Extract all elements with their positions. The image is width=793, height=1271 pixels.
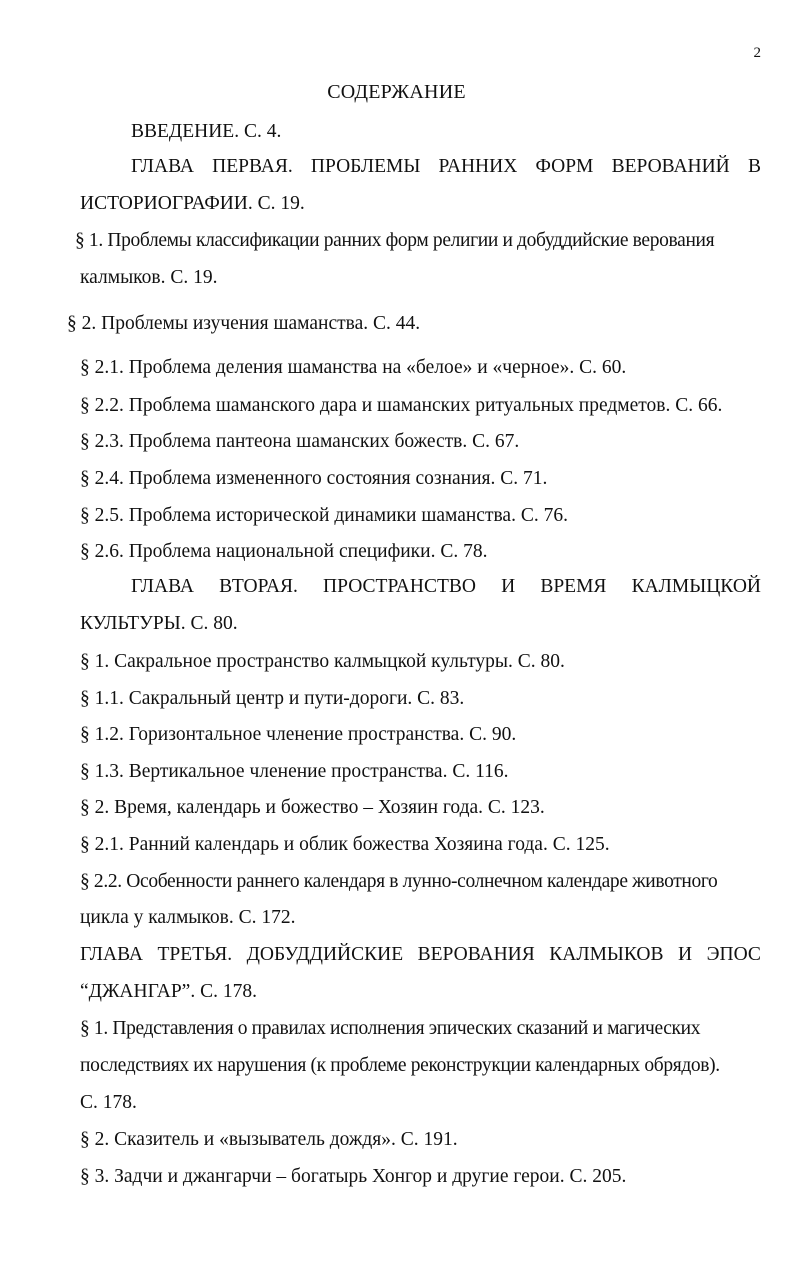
toc-item-cont: калмыков. С. 19. bbox=[80, 267, 218, 288]
chapter3-heading bbox=[80, 945, 761, 965]
toc-item: § 2. Сказитель и «вызыватель дождя». С. 191. bbox=[80, 1129, 458, 1150]
page-title: СОДЕРЖАНИЕ bbox=[327, 81, 466, 103]
chapter3-word: ЭПОС bbox=[706, 944, 761, 965]
chapter3-word: И bbox=[678, 944, 693, 965]
chapter3-word: ВЕРОВАНИЯ bbox=[417, 944, 535, 965]
toc-item-cont: цикла у калмыков. С. 172. bbox=[80, 907, 296, 928]
toc-item: § 2. Проблемы изучения шаманства. С. 44. bbox=[67, 313, 421, 334]
chapter3-word: ТРЕТЬЯ. bbox=[157, 944, 233, 965]
toc-item: § 2.3. Проблема пантеона шаманских божеств. С. 67. bbox=[80, 431, 520, 452]
chapter2-heading-cont: КУЛЬТУРЫ. С. 80. bbox=[80, 613, 238, 634]
toc-introduction: ВВЕДЕНИЕ. С. 4. bbox=[131, 121, 282, 142]
chapter2-word: И bbox=[501, 576, 516, 597]
toc-item: § 1. Сакральное пространство калмыцкой культуры. С. 80. bbox=[80, 651, 565, 672]
chapter2-word: ПРОСТРАНСТВО bbox=[323, 576, 476, 597]
chapter1-word: ФОРМ bbox=[535, 156, 594, 177]
chapter2-word: ВТОРАЯ. bbox=[219, 576, 298, 597]
chapter3-heading-cont: “ДЖАНГАР”. С. 178. bbox=[80, 981, 257, 1002]
chapter1-word: ГЛАВА bbox=[131, 156, 194, 177]
toc-item: § 2.5. Проблема исторической динамики шаманства. С. 76. bbox=[80, 505, 568, 526]
chapter3-word: КАЛМЫКОВ bbox=[549, 944, 664, 965]
chapter1-word: ПРОБЛЕМЫ bbox=[310, 156, 421, 177]
toc-item: § 2.6. Проблема национальной специфики. С. 78. bbox=[80, 541, 488, 562]
chapter1-word: ВЕРОВАНИЙ bbox=[611, 156, 730, 177]
toc-item: § 1.2. Горизонтальное членение пространства. С. 90. bbox=[80, 724, 517, 745]
chapter1-word: РАННИХ bbox=[438, 156, 518, 177]
chapter1-word: ПЕРВАЯ. bbox=[212, 156, 293, 177]
chapter2-word: КАЛМЫЦКОЙ bbox=[631, 576, 761, 597]
toc-item: § 1. Проблемы классификации ранних форм религии и добуддийские верования bbox=[75, 230, 715, 251]
toc-item: § 2. Время, календарь и божество – Хозяин года. С. 123. bbox=[80, 797, 545, 818]
toc-item: § 1.3. Вертикальное членение пространства. С. 116. bbox=[80, 761, 509, 782]
toc-item: § 1. Представления о правилах исполнения эпических сказаний и магических bbox=[80, 1018, 701, 1039]
chapter3-word: ДОБУДДИЙСКИЕ bbox=[246, 944, 404, 965]
toc-item: § 2.2. Проблема шаманского дара и шаманских ритуальных предметов. С. 66. bbox=[80, 395, 723, 416]
chapter1-word: В bbox=[747, 156, 761, 177]
chapter2-heading bbox=[131, 577, 761, 597]
page-number: 2 bbox=[753, 45, 761, 61]
toc-item-cont: последствиях их нарушения (к проблеме реконструкции календарных обрядов). bbox=[80, 1055, 720, 1076]
chapter2-word: ВРЕМЯ bbox=[540, 576, 607, 597]
toc-item: § 1.1. Сакральный центр и пути-дороги. С. 83. bbox=[80, 688, 465, 709]
toc-item: § 2.4. Проблема измененного состояния сознания. С. 71. bbox=[80, 468, 548, 489]
chapter2-word: ГЛАВА bbox=[131, 576, 194, 597]
toc-item: § 2.2. Особенности раннего календаря в лунно-солнечном календаре животного bbox=[80, 871, 718, 892]
chapter1-heading bbox=[131, 157, 761, 177]
toc-item: § 3. Задчи и джангарчи – богатырь Хонгор и другие герои. С. 205. bbox=[80, 1166, 627, 1187]
toc-item-cont: С. 178. bbox=[80, 1092, 137, 1113]
chapter3-word: ГЛАВА bbox=[80, 944, 143, 965]
chapter1-heading-cont: ИСТОРИОГРАФИИ. С. 19. bbox=[80, 193, 305, 214]
toc-item: § 2.1. Ранний календарь и облик божества Хозяина года. С. 125. bbox=[80, 834, 610, 855]
toc-item: § 2.1. Проблема деления шаманства на «белое» и «черное». С. 60. bbox=[80, 357, 627, 378]
